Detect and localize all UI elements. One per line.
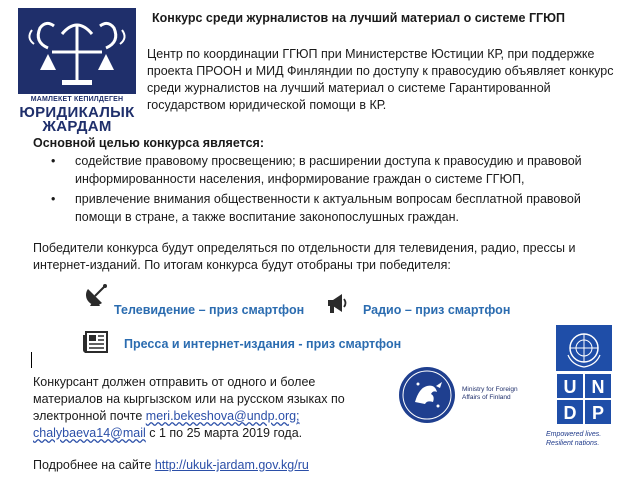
newspaper-icon [83, 330, 109, 354]
goal-text: содействие правовому просвещению; в расширении доступа к правосудию и правовой информированности населения, информирование граждан о системе ГГЮП, [75, 154, 582, 186]
jardam-logo [18, 8, 136, 135]
undp-tagline [546, 430, 626, 448]
logo-text-line2: ЖАРДАМ [42, 118, 112, 135]
prize-radio: Радио – приз смартфон [363, 303, 511, 317]
page-title: Конкурс среди журналистов на лучший материал о системе ГГЮП [152, 11, 566, 25]
goal-item [33, 153, 623, 188]
undp-letter: P [591, 403, 605, 423]
contest-text-after: с 1 по 25 марта 2019 года. [145, 426, 303, 440]
scales-icon [18, 8, 136, 94]
prize-tv: Телевидение – приз смартфон [114, 303, 305, 317]
undp-logo [556, 325, 612, 425]
intro-paragraph: Центр по координации ГГЮП при Министерстве Юстиции КР, при поддержке проекта ПРООН и МИД Финляндии по доступу к правосудию объявляет конкурс среди журналистов на лучший материал о системе Гарантированной государством юридической помощи в КР. [147, 47, 614, 112]
finland-mfa-text [462, 386, 542, 402]
undp-tagline-line1: Empowered lives. [546, 431, 602, 438]
logo-subtitle: МАМЛЕКЕТ КЕПИЛДЕГЕН [30, 96, 124, 103]
undp-letter: D [563, 403, 577, 423]
contest-text-before: Конкурсант должен отправить от одного и более материалов на кыргызском или на русском языках по электронной почте [33, 375, 345, 423]
bullet-icon: • [51, 192, 56, 206]
satellite-dish-icon [84, 281, 110, 307]
finland-lion-emblem-icon [398, 366, 456, 424]
goal-text: привлечение внимания общественности к актуальным вопросам бесплатной правовой помощи в стране, а также воспитание законопослушных граждан. [75, 192, 581, 224]
bullet-icon: • [51, 154, 56, 168]
contest-paragraph [33, 374, 373, 442]
text-cursor [31, 352, 32, 368]
undp-tagline-line2: Resilient nations. [546, 440, 600, 447]
email-link-1[interactable]: meri.bekeshova@undp.org; [145, 409, 300, 423]
goal-item [33, 191, 623, 226]
goals-list [33, 153, 623, 229]
finland-text-line2: Affairs of Finland [462, 394, 511, 401]
more-label: Подробнее на сайте [33, 458, 155, 472]
undp-letter: U [563, 377, 577, 397]
megaphone-icon [325, 292, 349, 314]
more-info [33, 458, 309, 472]
finland-text-line1: Ministry for Foreign [462, 386, 518, 393]
logo-text-line1: ЮРИДИКАЛЫК [19, 104, 135, 121]
email-link-2[interactable]: chalybaeva14@mail [33, 426, 146, 440]
winners-paragraph: Победители конкурса будут определяться по отдельности для телевидения, радио, прессы и интернет-изданий. По итогам конкурса будут отобраны три победителя: [33, 241, 576, 272]
prize-press: Пресса и интернет-издания - приз смартфон [124, 337, 402, 351]
logo-emblem [18, 8, 136, 94]
goals-heading: Основной целью конкурса является: [33, 136, 264, 150]
undp-letter: N [591, 377, 605, 397]
website-link[interactable]: http://ukuk-jardam.gov.kg/ru [154, 458, 309, 472]
